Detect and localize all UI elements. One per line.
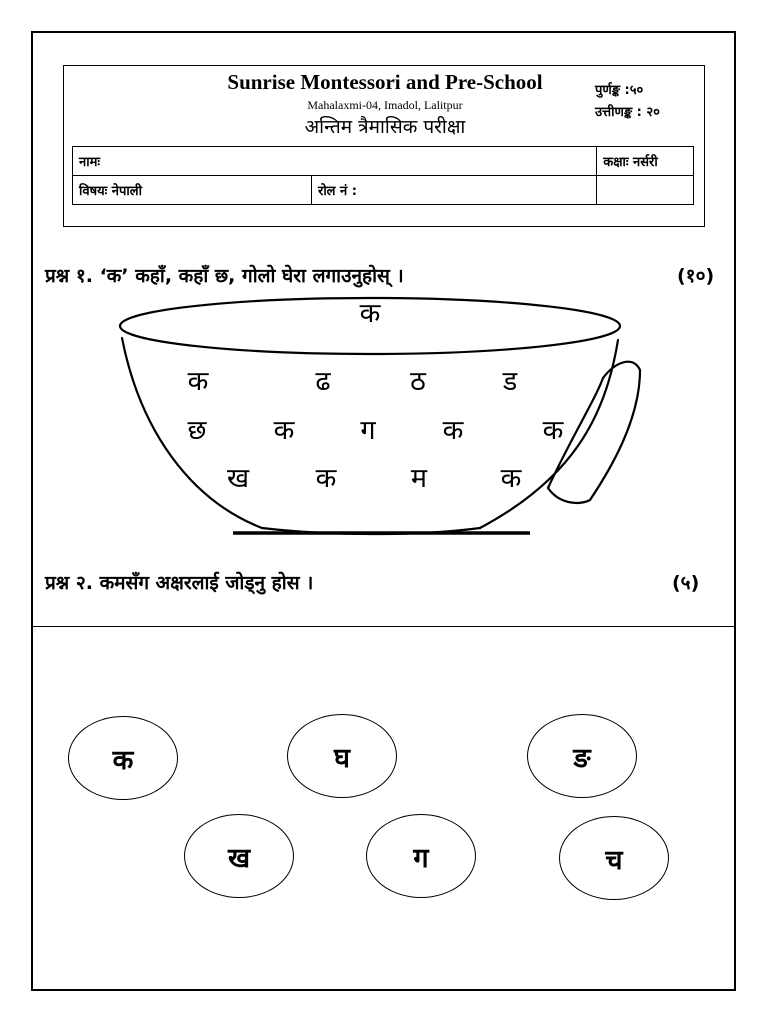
- full-marks: पुर्णङ्क :५०: [595, 83, 644, 98]
- cup-letter[interactable]: ढ: [315, 366, 331, 397]
- cup-letter[interactable]: क: [187, 366, 209, 397]
- subject-field: विषयः नेपाली: [73, 176, 312, 205]
- cup-letter[interactable]: ग: [360, 415, 376, 446]
- class-field: कक्षाः नर्सरी: [597, 147, 694, 176]
- cup-letter[interactable]: ख: [226, 463, 250, 494]
- school-name: Sunrise Montessori and Pre-School: [227, 70, 543, 94]
- question-2-marks: (५): [672, 572, 700, 594]
- exam-title: अन्तिम त्रैमासिक परीक्षा: [304, 116, 466, 138]
- question-2-text: प्रश्न २. कमसँग अक्षरलाई जोड्नु होस ।: [45, 572, 314, 594]
- cup-letter[interactable]: क: [359, 298, 381, 329]
- cup-letter[interactable]: क: [315, 463, 337, 494]
- question-1-text: प्रश्न १. ‘क’ कहाँ, कहाँ छ, गोलो घेरा लगाउनुहोस् ।: [45, 265, 404, 287]
- cup-letter[interactable]: क: [500, 463, 522, 494]
- section-divider: [31, 626, 736, 627]
- letter-oval[interactable]: ख: [184, 814, 294, 898]
- cup-letter[interactable]: छ: [187, 415, 207, 446]
- letter-oval[interactable]: घ: [287, 714, 397, 798]
- roll-field: रोल नं :: [312, 176, 597, 205]
- cup-letter[interactable]: ठ: [410, 366, 426, 397]
- letter-oval[interactable]: क: [68, 716, 178, 800]
- letter-oval[interactable]: च: [559, 816, 669, 900]
- cup-letter[interactable]: ड: [502, 366, 518, 397]
- question-1-marks: (१०): [677, 265, 715, 287]
- letter-oval[interactable]: ग: [366, 814, 476, 898]
- letter-oval[interactable]: ङ: [527, 714, 637, 798]
- cup-letter[interactable]: क: [542, 415, 564, 446]
- cup-letter[interactable]: क: [442, 415, 464, 446]
- school-address: Mahalaxmi-04, Imadol, Lalitpur: [307, 98, 463, 112]
- cup-letter[interactable]: म: [410, 463, 428, 494]
- name-field: नामः: [73, 147, 597, 176]
- cup-letter[interactable]: क: [273, 415, 295, 446]
- pass-marks: उत्तीणङ्क : २०: [595, 105, 660, 120]
